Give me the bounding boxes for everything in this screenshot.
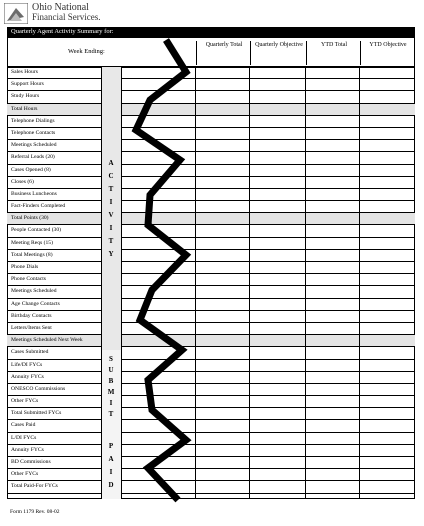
row-label: Other FYCs <box>11 471 39 478</box>
section-activity-label: A C T I V I T Y <box>108 159 114 258</box>
row-label: Phone Contacts <box>11 276 46 283</box>
row-label: ONESCO Commissions <box>11 385 66 392</box>
row-label: Study Hours <box>11 93 40 100</box>
row-label: Cases Opened (8) <box>11 166 51 173</box>
row-label: Total Submitted FYCs <box>11 410 62 417</box>
form-title: Quarterly Agent Activity Summary for: <box>7 27 415 37</box>
row-label: Birthday Contacts <box>11 312 52 319</box>
row-label: Fact-Finders Completed <box>11 203 66 210</box>
row-label: Other FYCs <box>11 398 39 405</box>
row-label: Age Change Contacts <box>11 300 60 307</box>
row-label: Telephone Dialings <box>11 117 55 124</box>
row-label: Meetings Scheduled <box>11 142 57 149</box>
row-label: L/DI FYCs <box>11 434 37 441</box>
row-label: Sales Hours <box>11 69 38 75</box>
row-label: BD Commissions <box>11 459 51 465</box>
col-ytd-total: YTD Total <box>306 41 361 65</box>
form-number: Form 1179 Rev. 08-02 <box>10 509 60 515</box>
col-quarterly-objective: Quarterly Objective <box>250 41 307 65</box>
col-quarterly-total: Quarterly Total <box>196 41 251 65</box>
section-submit-label: S U B M I T <box>107 355 115 418</box>
row-label: Annuity FYCs <box>11 446 44 453</box>
row-label: Cases Paid <box>11 422 36 429</box>
row-label: Letters/Items Sent <box>11 324 52 331</box>
row-label: Total Paid-For FYCs <box>11 483 58 490</box>
row-label: Business Luncheons <box>11 190 57 197</box>
company-name-line2: Financial Services. <box>32 11 101 22</box>
row-label: Meetings Scheduled Next Week <box>11 337 83 344</box>
row-label: People Contacted (30) <box>11 227 62 234</box>
row-label: Total Points (30) <box>11 215 49 222</box>
row-label: Support Hours <box>11 81 44 88</box>
week-ending-label: Week Ending: <box>68 48 105 55</box>
row-label: Total Hours <box>11 105 38 112</box>
row-label: Closes (6) <box>11 178 34 185</box>
row-label: Telephone Contacts <box>11 129 56 136</box>
row-label: Phone Dials <box>11 264 39 270</box>
row-label: Annuity FYCs <box>11 373 44 380</box>
section-paid-label: P A I D <box>108 442 114 489</box>
row-label: Cases Submitted <box>11 349 49 356</box>
row-label: Referral Leads (20) <box>11 154 55 161</box>
col-ytd-objective: YTD Objective <box>360 41 415 65</box>
row-label: Total Meetings (8) <box>11 251 53 258</box>
company-name-line1: Ohio National <box>32 2 89 13</box>
row-label: Meetings Scheduled <box>11 288 57 295</box>
row-label: Meeting Reqs (15) <box>11 239 53 246</box>
row-label: Life/DI FYCs <box>11 361 43 368</box>
